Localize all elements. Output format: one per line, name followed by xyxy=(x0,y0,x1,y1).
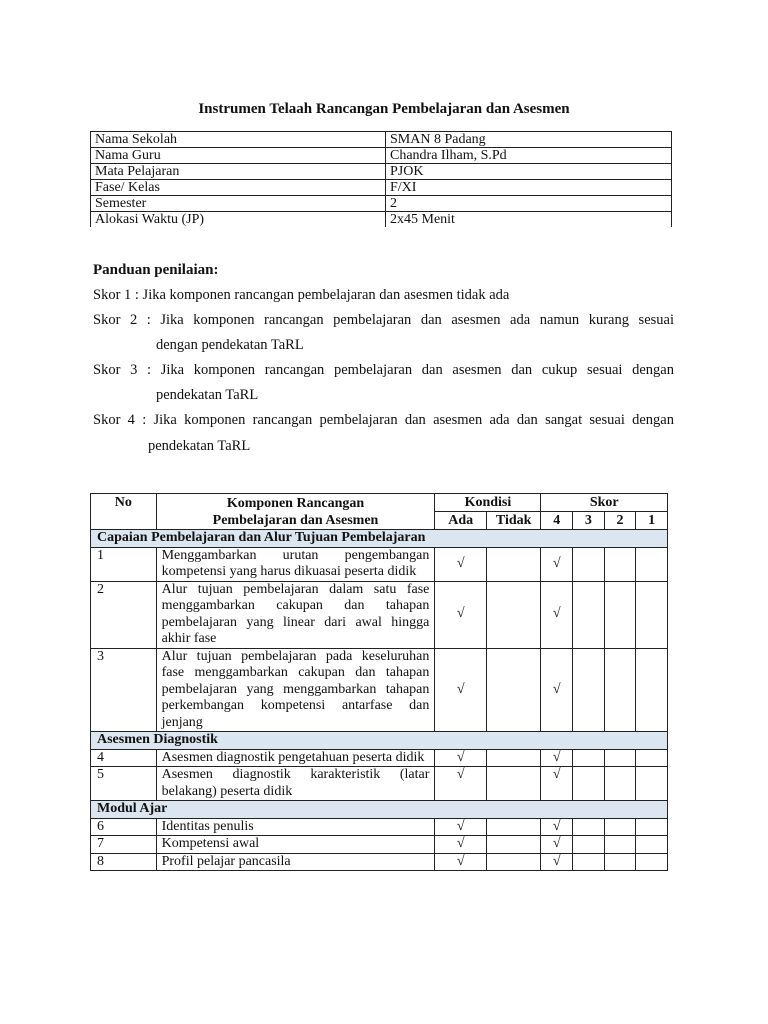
row-komponen: Profil pelajar pancasila xyxy=(156,853,435,871)
row-number: 8 xyxy=(91,853,157,871)
info-label: Fase/ Kelas xyxy=(91,180,386,196)
cell-skor-1 xyxy=(636,818,668,836)
cell-tidak xyxy=(486,749,541,767)
header-komponen xyxy=(156,494,435,530)
cell-skor-3 xyxy=(573,853,605,871)
cell-skor-1 xyxy=(636,648,668,732)
row-number: 7 xyxy=(91,836,157,854)
cell-skor-2 xyxy=(604,547,636,581)
header-ada: Ada xyxy=(435,512,487,530)
table-row xyxy=(91,547,668,581)
check-skor-4: √ xyxy=(541,836,573,854)
table-row xyxy=(91,164,672,180)
cell-skor-2 xyxy=(604,836,636,854)
cell-skor-1 xyxy=(636,547,668,581)
skor-4-continuation: pendekatan TaRL xyxy=(148,438,251,454)
check-skor-4: √ xyxy=(541,547,573,581)
check-ada: √ xyxy=(435,767,487,801)
row-komponen: Identitas penulis xyxy=(156,818,435,836)
row-number: 1 xyxy=(91,547,157,581)
cell-tidak xyxy=(486,547,541,581)
table-row xyxy=(91,196,672,212)
header-komponen-line1: Komponen Rancangan xyxy=(226,495,365,511)
cell-tidak xyxy=(486,581,541,648)
header-komponen-line2: Pembelajaran dan Asesmen xyxy=(212,512,379,528)
section-asesmen-diagnostik: Asesmen Diagnostik xyxy=(91,732,668,750)
cell-skor-2 xyxy=(604,767,636,801)
header-no: No xyxy=(91,494,157,530)
panduan-heading: Panduan penilaian: xyxy=(93,262,219,278)
header-tidak: Tidak xyxy=(486,512,541,530)
skor-2-continuation: dengan pendekatan TaRL xyxy=(156,337,304,353)
cell-skor-1 xyxy=(636,836,668,854)
info-label: Mata Pelajaran xyxy=(91,164,386,180)
cell-skor-3 xyxy=(573,749,605,767)
table-row xyxy=(91,212,672,228)
row-komponen: Menggambarkan urutan pengembangan kompetensi yang harus dikuasai peserta didik xyxy=(156,547,435,581)
row-komponen: Asesmen diagnostik karakteristik (latar belakang) peserta didik xyxy=(156,767,435,801)
check-skor-4: √ xyxy=(541,853,573,871)
check-ada: √ xyxy=(435,853,487,871)
header-kondisi: Kondisi xyxy=(435,494,541,512)
section-modul-ajar: Modul Ajar xyxy=(91,801,668,819)
section-row xyxy=(91,732,668,750)
identity-table xyxy=(90,131,672,227)
row-komponen: Alur tujuan pembelajaran pada keseluruhan fase menggambarkan cakupan dan tahapan pembelajaran yang menggambarkan tahapan perkembangan kompetensi antarfase dan jenjang xyxy=(156,648,435,732)
check-skor-4: √ xyxy=(541,648,573,732)
cell-skor-3 xyxy=(573,581,605,648)
table-row xyxy=(91,853,668,871)
table-row xyxy=(91,648,668,732)
cell-skor-1 xyxy=(636,581,668,648)
cell-skor-3 xyxy=(573,836,605,854)
header-skor: Skor xyxy=(541,494,668,512)
check-ada: √ xyxy=(435,648,487,732)
header-skor-4: 4 xyxy=(541,512,573,530)
check-ada: √ xyxy=(435,547,487,581)
section-row xyxy=(91,530,668,548)
cell-tidak xyxy=(486,853,541,871)
info-value: F/XI xyxy=(386,180,672,196)
row-komponen: Alur tujuan pembelajaran dalam satu fase menggambarkan cakupan dan tahapan pembelajaran yang linear dari awal hingga akhir fase xyxy=(156,581,435,648)
cell-skor-2 xyxy=(604,648,636,732)
info-label: Alokasi Waktu (JP) xyxy=(91,212,386,228)
check-skor-4: √ xyxy=(541,767,573,801)
cell-skor-2 xyxy=(604,581,636,648)
skor-1-text: Skor 1 : Jika komponen rancangan pembelajaran dan asesmen tidak ada xyxy=(93,287,510,303)
check-skor-4: √ xyxy=(541,581,573,648)
info-value: 2 xyxy=(386,196,672,212)
info-value: PJOK xyxy=(386,164,672,180)
skor-3-text: Skor 3 : Jika komponen rancangan pembelajaran dan asesmen dan cukup sesuai dengan xyxy=(93,362,674,378)
info-value: Chandra Ilham, S.Pd xyxy=(386,148,672,164)
check-ada: √ xyxy=(435,836,487,854)
check-ada: √ xyxy=(435,749,487,767)
table-row xyxy=(91,767,668,801)
table-row xyxy=(91,836,668,854)
cell-skor-2 xyxy=(604,749,636,767)
assessment-table xyxy=(90,493,668,871)
table-row xyxy=(91,818,668,836)
table-header-row xyxy=(91,494,668,512)
info-label: Semester xyxy=(91,196,386,212)
row-number: 3 xyxy=(91,648,157,732)
cell-skor-3 xyxy=(573,648,605,732)
info-value: 2x45 Menit xyxy=(386,212,672,228)
check-skor-4: √ xyxy=(541,818,573,836)
cell-tidak xyxy=(486,836,541,854)
cell-skor-1 xyxy=(636,767,668,801)
table-row xyxy=(91,132,672,148)
cell-skor-3 xyxy=(573,767,605,801)
cell-tidak xyxy=(486,818,541,836)
cell-tidak xyxy=(486,648,541,732)
cell-skor-1 xyxy=(636,853,668,871)
info-label: Nama Guru xyxy=(91,148,386,164)
section-capaian: Capaian Pembelajaran dan Alur Tujuan Pembelajaran xyxy=(91,530,668,548)
cell-skor-1 xyxy=(636,749,668,767)
row-komponen: Kompetensi awal xyxy=(156,836,435,854)
document-title: Instrumen Telaah Rancangan Pembelajaran dan Asesmen xyxy=(198,101,570,117)
header-skor-1: 1 xyxy=(636,512,668,530)
row-komponen: Asesmen diagnostik pengetahuan peserta didik xyxy=(156,749,435,767)
row-number: 5 xyxy=(91,767,157,801)
section-row xyxy=(91,801,668,819)
info-value: SMAN 8 Padang xyxy=(386,132,672,148)
cell-skor-2 xyxy=(604,818,636,836)
info-label: Nama Sekolah xyxy=(91,132,386,148)
check-ada: √ xyxy=(435,818,487,836)
table-row xyxy=(91,148,672,164)
row-number: 4 xyxy=(91,749,157,767)
cell-tidak xyxy=(486,767,541,801)
row-number: 2 xyxy=(91,581,157,648)
skor-4-text: Skor 4 : Jika komponen rancangan pembelajaran dan asesmen ada dan sangat sesuai dengan xyxy=(93,412,674,428)
table-row xyxy=(91,581,668,648)
header-skor-3: 3 xyxy=(573,512,605,530)
table-row xyxy=(91,180,672,196)
check-skor-4: √ xyxy=(541,749,573,767)
table-row xyxy=(91,749,668,767)
check-ada: √ xyxy=(435,581,487,648)
cell-skor-3 xyxy=(573,547,605,581)
header-skor-2: 2 xyxy=(604,512,636,530)
row-number: 6 xyxy=(91,818,157,836)
skor-2-text: Skor 2 : Jika komponen rancangan pembelajaran dan asesmen ada namun kurang sesuai xyxy=(93,312,674,328)
cell-skor-3 xyxy=(573,818,605,836)
skor-3-continuation: pendekatan TaRL xyxy=(156,387,259,403)
cell-skor-2 xyxy=(604,853,636,871)
